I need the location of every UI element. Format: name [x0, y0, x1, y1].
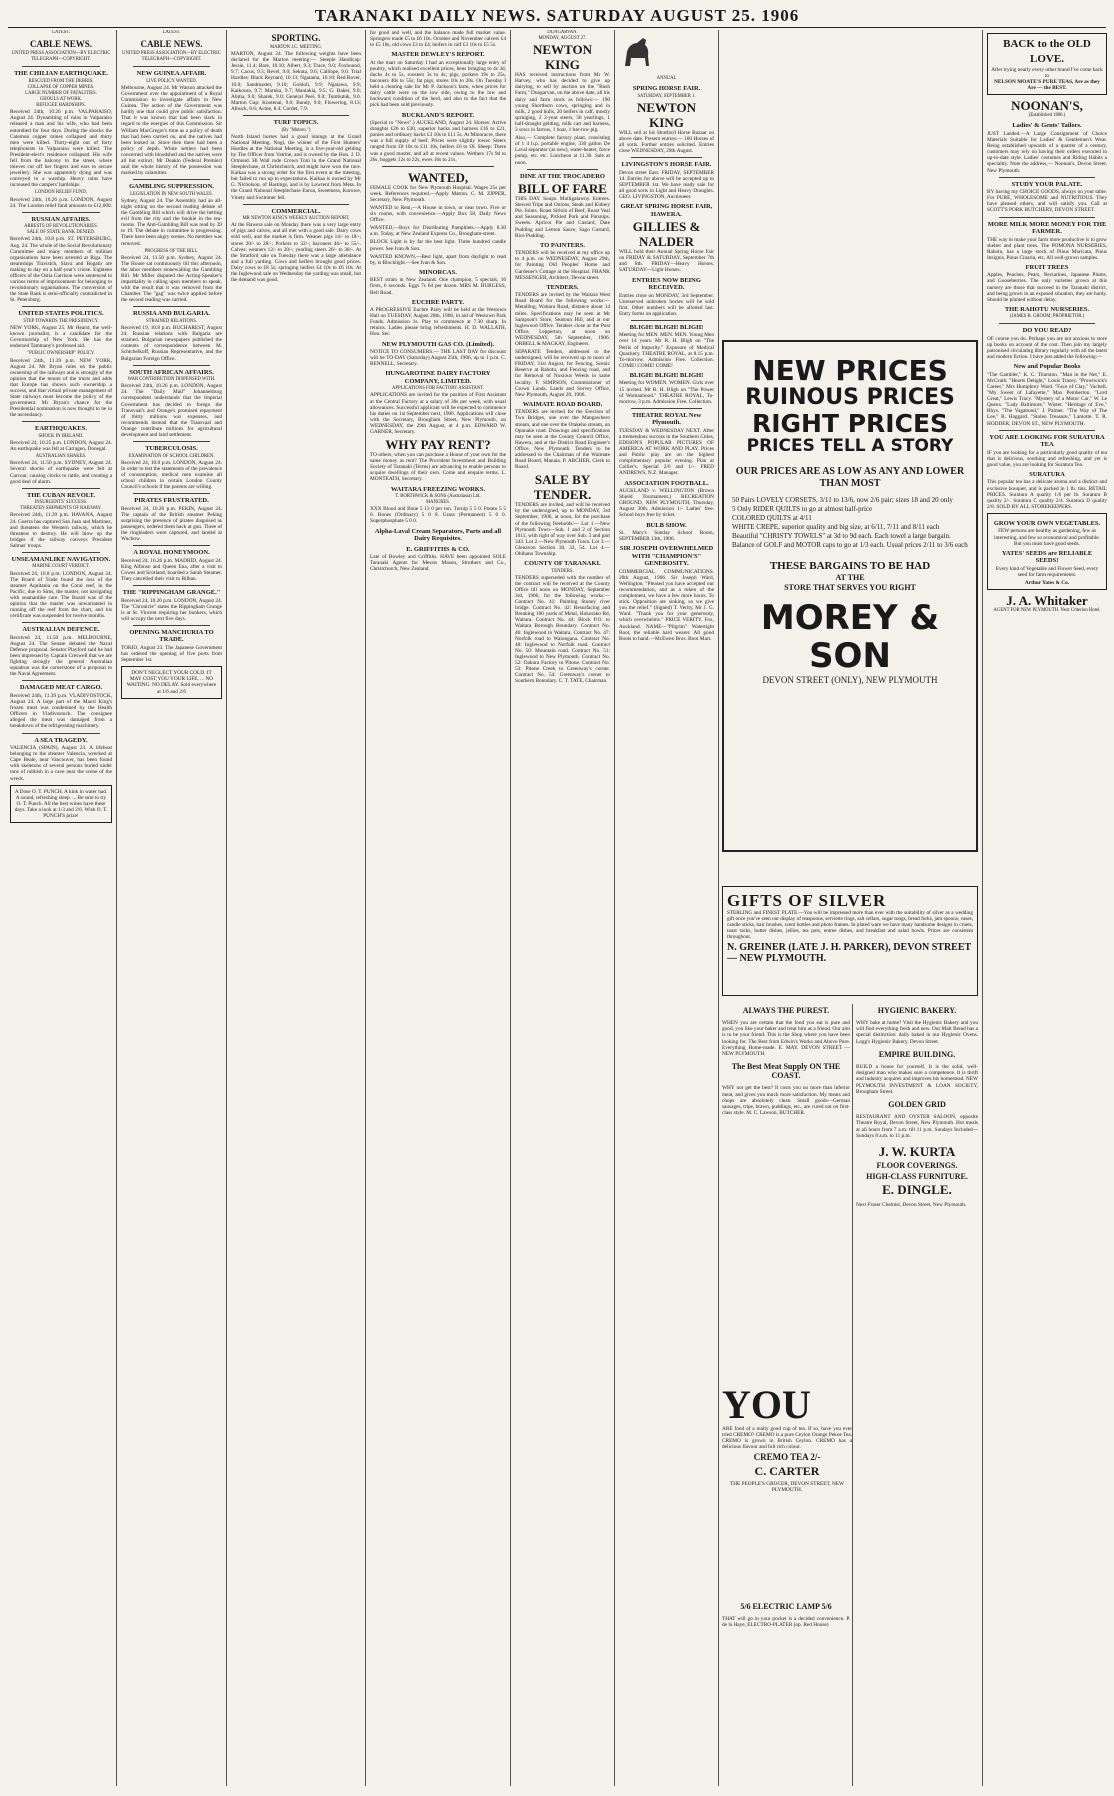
column-sporting [231, 30, 361, 1786]
classified-ad: Apples, Peaches, Pears, Nectarines, Japanese Plums, and Gooseberries. The only varieties grown at this nursery are those that succeed in the Taranaki district, and being grown in an exposed situation, they are hardy. Should be planted without delay. [987, 272, 1107, 303]
ad-body: FEW persons are healthy as gardening, few as interesting, and few so economical and profitable. But you must have good seeds. [994, 528, 1100, 547]
subheadline: APPLICATIONS FOR FACTORY ASSISTANT. [392, 386, 484, 392]
ad-heading: BILL OF FARE [518, 181, 607, 197]
nelson-moate-tea-ad [987, 33, 1107, 95]
classified-ad: TENDERS are invited by the Waitara West Road Board for the following works:— Metalling, Waitara Road, distance about 14 miles. Specifications may be seen at Mr Sampson's Store, Seatoun Hill, and at our Inglewood Office. Tenders close at the Post Office, Lepperton, at noon on WEDNESDAY, 5th September, 1906. ORBELL & MACKAY, Engineers. [515, 292, 610, 347]
column-right-ads [987, 30, 1107, 1786]
subheadline: GHOULS AT WORK. [39, 97, 83, 103]
subheadline: (Established 1880.) [1028, 113, 1066, 119]
subheadline: COLLAPSE OF COPPER MINES. [27, 84, 95, 90]
headline: THE CHILIAN EARTHQUAKE. [14, 70, 108, 78]
headline: BLIGH! BLIGH! BLIGH! [629, 323, 704, 331]
classified-ad: FEMALE COOK for New Plymouth Hospital. Wages 25s per week. References required.—Apply Matron. C. M. ZIPPER, Secretary, New Plymouth. [370, 184, 506, 203]
divider [22, 680, 100, 681]
column-rule [718, 30, 719, 1786]
article-body: At the mart on Saturday I had an exceptionally large entry of poultry, which realised excellent prices, hens bringing to 4s 3d, ducks 4s to 5s, roosters 3s to 4s; pigs, porkers 19s to 25s, baconers 40s to 55s; fat pigs, stores 10s to 20s. On Tuesday I held a clearing sale for Mr P. Jackson's farm, when prices for dairy cattle were on the low side, owing to the low and backward condition of the herd, and also to the fact that the pick had been sold previously. [370, 59, 506, 109]
classified-ad: BUILD a house for yourself. It is the solid, well-designed man who makes sure a competence. It is thrift and industry acquires and improves his homestead. NEW PLYMOUTH INVESTMENT & LOAN SOCIETY, Brougham Street. [856, 1064, 978, 1095]
subheadline: MARTON J.C. MEETING. [270, 45, 322, 50]
divider [631, 157, 702, 158]
headline: BULB SHOW. [646, 521, 687, 529]
ad-kicker: ANNUAL [656, 76, 677, 82]
article-body: North Island horses had a good innings at the Grand National Meeting. Nogi, the winner of the First Hunters' Hurdles at the National Meeting, is a five-year-old gelding by The Officer from Vatrine, and is owned by the Hon. J. D. Ormond. Hi Wall rode Crown Tom in the Grand National Steeplechase, at Christchurch, and might have won the race. Kaikaa was a strong order for the first event at the meeting, but failed to run up to expectations. Kaikaa is owned by Mr G. Nicholson, of Hastings, and is by Lowrent from Meta. In the Grand National Steeplechase Euroa, Sweetness, Kuruwe, Vinety and Swimmer fell. [231, 133, 361, 201]
headline: STUDY YOUR PALATE. [1011, 180, 1083, 188]
headline: WAIMATE ROAD BOARD. [522, 400, 603, 408]
ad-item: Balance of GOLF and MOTOR caps to go at 1/3 each. Usual prices 2/11 to 3/6 each [732, 541, 968, 549]
divider [133, 365, 210, 366]
ad-line: NEW PRICES [752, 354, 948, 387]
advertisement [121, 666, 222, 698]
subheadline: SALE OF STATE BANK DENIED. [27, 230, 95, 236]
advertisement [10, 785, 112, 823]
headline: ALWAYS THE PUREST. [742, 1006, 830, 1015]
ad-address: DEVON STREET (ONLY), NEW PLYMOUTH [762, 675, 938, 685]
classified-ad: TENDERS are invited for the Erection of Two Bridges, one over the Mangawhero stream, and one over the Otakeho stream, on Opunake road. Drawings and specifications may be seen at the County Council Office, Hawera, and at the District Road Engineer's Office, New Plymouth. Tenders to be addressed to the Chairman of the Waimate Road Board, Manaia. P. ARCHER, Clerk to Board. [515, 409, 610, 471]
kicker: LATEST. [52, 30, 70, 35]
headline: SURATURA [1029, 470, 1065, 478]
kicker: LATEST. [162, 30, 181, 35]
subheadline: STEP TOWARDS THE PRESIDENCY. [23, 318, 99, 324]
ad-heading: GIFTS OF SILVER [727, 891, 887, 910]
ad-text: DON'T NEGLECT YOUR COLD. IT MAY COST YOU YOUR LIFE. ... NO WAITING. NO DELAY. Sold everywhere at 1/6 and 2/6 [126, 670, 217, 695]
subheadline: WAR CONTRIBUTION DISPENSED WITH. [127, 377, 216, 383]
subheadline: MR NEWTON KING'S WEEKLY AUCTION REPORT. [242, 216, 350, 222]
headline: THE RAHOTU NURSERIES. [1004, 305, 1090, 313]
headline: HUNGAROTINE DAIRY FACTORY COMPANY, LIMITED. [385, 370, 491, 385]
classified-ad: BLOCK Light is by far the best light. Three hundred candle power. See Ivan & Son. [370, 239, 506, 252]
divider [243, 115, 349, 116]
subheadline: MANURES. [425, 500, 451, 506]
headline: OPENING MANCHURIA TO TRADE. [129, 628, 214, 644]
article-body: Received 24, 10.26 p.m. PEKIN, August 24. The captain of the British steamer Peking surprising the presence of pirates disguised as passengers, ordered them back at gun. Three of the ringleaders were captured, and landed at Wuchow. [121, 505, 222, 543]
classified-ad: Meeting for MEN. MEN. MEN. Young Men over 14 years. Mr R. H. Bligh on "The Perils of Impurity." Exposure of Medical Quackery. THEATRE ROYAL, at 8.15 p.m. To-morrow. Admission Free. Collection. COME! COME! COME! [619, 332, 714, 369]
divider [133, 179, 210, 180]
subheadline: SHOCK IN IRELAND. [38, 433, 84, 439]
ad-footer: N. GREINER (LATE J. H. PARKER), DEVON STREET — NEW PLYMOUTH. [727, 942, 971, 964]
headline: BLIGH! BLIGH! BLIGH! [629, 371, 704, 379]
headline: RUSSIAN AFFAIRS. [31, 215, 91, 223]
classified-ad: THIS DAY. Soups. Mulligatawny. Entrees. Stewed Tripe and Onions, Steak and Kidney Pie. Joints. Roast Sirloin of Beef, Roast Veal and Seasoning, Pickled Pork and Parsnips. Sweets. Apricot Pie and Custard, Date Pudding and Lemon Sauce, Sago Custard, Rice Pudding. [515, 196, 610, 239]
headline: AUSTRALIAN DEFENCE. [22, 626, 100, 634]
headline: THE "RIPPINGHAM GRANGE." [122, 589, 221, 597]
classified-ad: Also,— Complete factory plant, consisting of 1 4 h.p. portable engine, 330 gallon De Laval separator (as new), water-heater, force pump, etc. etc. Luncheon at 11.30. Sale at noon. [515, 135, 610, 166]
ad-item-list [732, 496, 968, 550]
classified-ad: St. Mary's Sunday School Room, SEPTEMBER 13th, 1906. [619, 530, 714, 543]
classified-ad: TUESDAY & WEDNESDAY NEXT. After a tremendous success in the Southern Cities, EDISON'S POPULAR PICTURES OF AMERICA AT WORK AND PLAY. Prices and Public play are on the highest complimentary popular evening. Plan at Collier's. Special 2/6 and 1/-. FRED ANDREWS, N.Z. Manager. [619, 427, 714, 477]
headline: GOLDEN GRID [888, 1100, 946, 1110]
ad-brand: C. CARTER [754, 1464, 820, 1479]
date-line: SATURDAY, SEPTEMBER 1. [637, 93, 696, 99]
article-body: Received 24th, 10.26 p.m. LONDON, August 24. The "Daily Mail" Johannesburg correspondent understands that the Imperial Government has decided to forego the Transvaal's and Orange's promised repayment of thirty millions war expenses, and recommends instead that the Transvaal and Orange contribute millions for agricultural development and land settlement. [121, 383, 222, 438]
subheadline: LIVE POLICY WANTED. [146, 78, 197, 84]
section-title: CABLE NEWS. [140, 39, 203, 50]
subheadline: T. BORTHWICK & SONS (Australasia) Ltd. [395, 494, 481, 500]
divider [133, 493, 210, 494]
ad-body: ARE fond of a really good cup of tea. If so, have you ever tried CREMO? CREMO is a pure Ceylon Orange Pekoe Tea. CREMO is grown in British Ceylon. CREMO has a delicious flavour and full rich colour. [722, 1426, 852, 1451]
column-cable-news-1 [10, 30, 112, 1786]
headline: SOUTH AFRICAN AFFAIRS. [129, 368, 214, 376]
headline: DAMAGED MEAT CARGO. [19, 684, 103, 692]
subheadline: LARGE NUMBER OF FATALITIES. [25, 90, 97, 96]
divider [631, 320, 702, 321]
ad-heading: SALE BY TENDER. [533, 472, 592, 503]
ad-brand: NOONAN'S, [1011, 98, 1083, 114]
article-body: Melbourne, August 24. Mr Watson attacked the Government over the appointment of a Royal Commission to investigate affairs in New Guinea. The action of the Government was hardly one that could give public satisfaction. That it was known that had been slack in regard to the energies of this Commission. Sir William MacGregor's time as a policy of death that had been carried on, and the natives had been looked at. Since then there had been a policy of depth. White settlers had been concerned with bloodshed and the natives were all but extinct. Mr Deakin (Federal Premier) said the whole history of the possession was marked by calamities. [121, 84, 222, 177]
ad-address: AGENT FOR NEW PLYMOUTH. Next Criterion Hotel. [993, 607, 1101, 613]
lamp-advertisement [722, 1600, 850, 1786]
headline: THEATRE ROYAL New Plymouth. [631, 411, 702, 427]
classified-ad: APPLICATIONS are invited for the position of First Assistant at the Central Factory at a salary of 30s per week, with usual allowances. Successful applicant will be expected to commence his duties on 1st September next, 1906. Applications will close with the Secretary, Brougham Street, New Plymouth, on WEDNESDAY, the 29th August, at 4 p.m. EDWARD W. GARNER, Secretary. [370, 392, 506, 435]
ad-heading: WANTED, [407, 169, 469, 185]
yates-seeds-ad [987, 513, 1107, 590]
article-body: Received 24, 11.50 p.m. SYDNEY, August 24. Several shocks of earthquake were felt at Carcoar, causing clocks to rattle, and creating a good deal of alarm. [10, 460, 112, 485]
article-body: Received 24, 10.26 p.m. LONDON, August 24. The "Chronicle" states the Rippingham Grange is at St. Vincent requiring her bunkers, which will occupy the next five days. [121, 597, 222, 622]
divider [133, 545, 210, 546]
section-title: CABLE NEWS. [29, 39, 92, 50]
headline: YOU ARE LOOKING FOR SURATURA TEA [989, 433, 1105, 449]
divider [133, 585, 210, 586]
subheadline: (JAMES B. GROOM, PROPRIETOR.) [1009, 314, 1085, 320]
article-body: Received 24th, 11.39 p.m. NEW YORK, August 24. Mr Bryan rules on the public ownership of the railways and is strongly of the opinion that the tenure of the trusts and adds that Europe has shown such ownership a success, and that virtual private management of State railways must become the policy of the government. Mr Bryan's chance for the Presidential nomination is now thought to be in the ascendancy. [10, 357, 112, 419]
divider [22, 212, 100, 213]
divider [133, 306, 210, 307]
article-body: VALENCIA (SPAIN), August 23. A lifeboat belonging to the steamer Valencia, wrecked at Cape Beale, near Vancouver, has been found with skeletons of several persons buried under tons of rubbish in a cave near the scene of the wreck. [10, 745, 112, 782]
article-body: (Special to "News".) AUCKLAND, August 24. Horses: Active draughts £26 to £30, superior hacks and harness £16 to £21, ponies and ordinary hacks £3 10s to £11 5s. At Minoracre, there was a full supply of beef. Prices were slightly lower. Steers ranged from £8 10s to £11 10s, heifers £6 to £8. Sheep: There was a good muster, and all at recent values. Wethers 17s 9d to 26s, hoggets 12s to 22s, ewes 16s to 21s. [370, 120, 506, 163]
classified-ad: WANTED,—Boys for Distributing Pamphlets.—Apply 8.30 a.m. Today, at New Zealand Express Co., Brougham-street. [370, 225, 506, 238]
classified-ad: TENDERS will be received at my office up to 4 p.m. on WEDNESDAY, August 29th, for Painting Old Peoples' Home and Gardener's Cottage at the Hospital. FRANK MESSENGER, Architect, Devon street. [515, 250, 610, 281]
classified-ad: BY having my CHOICE GOODS, always on your table. For PURE, WHOLESOME and NUTRITIOUS. They have pleased others, and will satisfy you. Call at SCOTT'S PORK BUTCHERY, DEVON STREET. [987, 189, 1107, 214]
ad-brand: E. DINGLE. [882, 1182, 952, 1197]
lower-column-right [856, 1004, 978, 1786]
divider [133, 441, 210, 442]
headline: 5/6 ELECTRIC LAMP 5/6 [740, 1602, 832, 1611]
ad-text: A Dose O. T. PUNCH. A kink in water had. A sound, refreshing sleep. ... Be sure to try O. T. Punch. All the best wines have these days. Take a look at 1/3 and 2/6. Wish O. T. PUNCH'S prize! [14, 788, 108, 819]
byline: (By "Motoro.") [281, 127, 311, 133]
headline: TENDERS. [546, 283, 579, 291]
classified-ad: Entries close on MONDAY, 3rd September. Unreserved unbroken horses will be sold first. Other numbers will be allotted last. Entry forms on application. [619, 292, 714, 317]
subheadline: LEGISLATION IN NEW SOUTH WALES. [130, 191, 213, 197]
article-body: Received 19, 10.8 p.m. BUCHAREST, August 24. Russian relations with Bulgaria are strained. Bulgarian newspapers published the contents of correspondence between M. Schtchelkoff, Russian Representative, and the Bulgarian Foreign Office. [121, 325, 222, 362]
divider [22, 306, 100, 307]
divider [382, 166, 494, 167]
article-body: Received 24th, 11.39 p.m. VLADIVOSTOCK, August 24. A large part of the Maori King's frozen meat was condemned by the Health Officers in Vladivostock. The consignee alleged the meat was damaged from a breakdown of the refrigerating machinery. [10, 692, 112, 730]
divider [133, 625, 210, 626]
headline: COUNTY OF TARANAKI. [524, 560, 601, 568]
ad-line: THESE BARGAINS TO BE HAD [769, 560, 931, 572]
classified-ad: HAS received instructions from Mr W. Harvey, who has decided to give up dairying, to sell by auction on the "Bush Farm," Dungarvan, on the above date, all his dairy and farm stock as follows:— 190 young Shorthorn cows, springing and in milk, 2 good bulls, 20 heifers in calf, mostly springing, 2 2-year steers, 30 yearlings, 1 half-draught gelding, milk cart and harness, 3 sows in farrow, 1 boar, 1 bar-row pig. [515, 72, 610, 134]
cremo-tea-advertisement [722, 1384, 852, 1594]
divider [22, 622, 100, 623]
column-rule [365, 30, 366, 1786]
headline: NEW PLYMOUTH GAS CO. (Limited). [381, 340, 495, 348]
headline: GAMBLING SUPPRESSION. [129, 183, 214, 191]
classified-ad: IF you are looking for a particularly good quality of tea that is delicious, soothing and refreshing, and yet is good value, you are looking for Suratura Tea. [987, 449, 1107, 468]
divider [22, 66, 100, 67]
classified-ad: A PROGRESSIVE Euchre Party will be held at the Westown Hall on TUESDAY, August 28th, 1906, in aid of Westown Park Funds. Admission 1s. Play to commence at 7.30 sharp. In returns. Ladies please bring refreshments. H. D. WALLATH, Hon. Sec. [370, 307, 506, 338]
classified-ad: RESTAURANT AND OYSTER SALOON, opposite Theatre Royal, Devon Street, New Plymouth. Hot meals at all hours from 7 a.m. till 11 p.m. Sundays Included—Sundays 8 a.m. to 11 p.m. [856, 1114, 978, 1139]
article-body: MARTON, August 24. The following weights have been declared for the Marton meeting:— Steeple Handicap: Jessie, 11.4; Bare, 10.10; Albert, 9.3; Trace, 9.0; Foxhound, 9.7; Cacus, 9.3; Revel, 9.0; Sekuta, 9.6; Calliope, 9.0. Trial Hurdles: Black Reynard, 10.13; Ngatama, 10.10; Red Rover, 10.0; Sandmaster, 9.10; Goldoli, 9.9; Ngaiawa, 9.9; Kaikoura, 9.7; Maruka, 9.7; Maniakia, 9.5; G. Baker, 9.0; Abitia, 9.0; Sharek, 9.0; General Peel, 9.0; Tumbutuk, 9.0. Marton Cup: Kootenai, 9.0; Bandy, 9.0; Flowerlog, 8.13; Albuck, 8.6; Acme, 8.4; Cordet, 7.9. [231, 51, 361, 112]
section-subtitle: UNITED PRESS ASSOCIATION—BY ELECTRIC TELEGRAPH—COPYRIGHT. [11, 51, 111, 63]
article-body: Received 24, 10.8 p.m. LONDON, August 24. The Board of Trade found the loss of the steamer Aquitania on the Coral reef, in the Pacific, due to Sims, the master, not navigating with seamanlike care. The Board was of the opinion that the master was unwarranted in running off the reef from the chart, and his certificate was suspended for twelve months. [10, 570, 112, 620]
classified-ad: COMMERCIAL COMMUNICATIONS. 20th August, 1906. Sir Joseph Ward, Wellington. "Pleased you have accepted our recommendation, and as a token of the complement, we have a few more hours. To stick. Opposition are sinking, so we give you the relief." (Signed) T. Verity, Mr J. G. Ward. "Thank you for your generosity, which overwhelms." PRICE VERITY, Fox, Auckland. NAME—"Pilgrim" Watertight Boot, the reliable hard wearer. All good Boots to hand.—McEwen Bros. Boot Mart. [619, 568, 714, 642]
headline: MORE MILK MORE MONEY FOR THE FARMER. [987, 220, 1107, 235]
classified-ad: WILL sell at his Stratford Horse Bazaar on above date. Present entries:— 100 Horses of all sorts. Further entries solicited. Entries close WEDNESDAY, 29th August. [619, 129, 714, 155]
classified-ad: JUST Landed.—A Large Consignment of Choice Materials Suitable for Ladies' & Gentlemen's Wear. Being established upwards of a quarter of a century, customers may rely on having their orders executed in up-to-date style. Ladies' costumes and Riding Habits a speciality. Note the address,— Noonan's, Devon Street, New Plymouth. [987, 130, 1107, 174]
classified-ad: WHY bake at home? Visit the Hygienic Bakery and you will find everything fresh and new. Our Malt Bread has a special distinction: daily baked in our Hygienic Ovens. Logg's Hygienic Bakery, Devon Street. [856, 1020, 978, 1045]
headline: RUSSIA AND BULGARIA. [132, 310, 211, 318]
headline: YATES' SEEDS are RELIABLE SEEDS! [1001, 549, 1093, 565]
column-rule [510, 30, 511, 1786]
classified-ad: THAT will go in your pocket is a decided convenience. P. de la Haye, ELECTRO-PLATER (op. Red House) [722, 1616, 850, 1629]
classified-ad: TENDERS superseded with the number of the contract will be received at the County Office till noon on MONDAY, September 3rd, 1906, for the following works:— Contract No. 41: Painting Stoney river bridge. Contract No. 42: Resurfacing and Breaking 100 yards of Metal, Hokorako Rd, Waitara. Contract No. 44: Block P.O. to Waitara Borough Boundary. Contract No. 46: Inglewood to Waitara. Contract No. 47: Norfolk road to Waiongana. Contract No. 48: Inglewood to Norfolk road. Contract No. 50: Mountain road. Contract No. 51: Inglewood to New Plymouth. Contract No. 52: Oakura Factory to Pitone. Contract No. 53: Pitone Creek to Greenway's corner. Contract No. 54: Greenway's corner to Southern Boundary. C. T. TATE, Chairman. [515, 574, 610, 685]
headline: BUCKLAND'S REPORT. [401, 111, 475, 119]
headline: Ladies' & Gents' Tailors. [1012, 122, 1082, 130]
headline: LIVINGSTON'S HORSE FAIR. [621, 161, 712, 169]
subheadline: LONDON RELIEF FUND. [35, 190, 87, 196]
column-auctions-tenders [515, 30, 610, 1786]
horse-illustration [619, 32, 655, 72]
headline: HYGIENIC BAKERY. [877, 1006, 957, 1015]
classified-ad: TENDERS are invited, and will be received by the undersigned, up to MONDAY, 3rd September, 1906, at noon, for the purchase of the following freeholds:— Lot 1.—New Plymouth Town—Sub. 1 and 2 of Section 1011, with right of way over Sub. 3 and part 343. Lot 2.—New Plymouth Town. Lot 3.—Glenavon Section 30, 33, 54. Lot 4.—Ohibano Township. [515, 502, 610, 557]
headline: DINE AT THE TROCADERO [520, 172, 605, 180]
headline: SPRING HORSE FAIR. [632, 85, 701, 93]
section-title: SPORTING. [271, 33, 321, 43]
classified-ad: WHY not get the best? It costs you no more than inferior meat, and gives you much more satisfaction. My meats and chops are absolutely clean. Small goods—German sausages, tripe, brawn, puddings, etc., are cured out on first-class style. M. C. Lawson, BUTCHER. [722, 1085, 850, 1116]
column-rule [226, 30, 227, 1786]
headline: WAITARA FREEZING WORKS. [390, 485, 486, 493]
gifts-of-silver-advertisement [722, 886, 978, 996]
headline: GROW YOUR OWN VEGETABLES. [993, 519, 1101, 527]
divider [22, 552, 100, 553]
headline: The Best Meat Supply ON THE COAST. [731, 1062, 841, 1081]
headline: New and Popular Books [1013, 363, 1081, 371]
subheadline: MARINE COURT VERDICT. [32, 564, 90, 570]
article-body: Received 24th, 11.39 p.m. HAVANA, August 24. Guerra has captured San Juan and Martinez, and threatens the Western railway, which he threatens to destroy. He will blow up the bridges if the railway conveys President Salmas' troops. [10, 512, 112, 549]
headline: A SEA TRAGEDY. [34, 736, 88, 744]
ad-line: CREMO TEA 2/- [753, 1452, 821, 1463]
divider [22, 488, 100, 489]
headline: THE CUBAN REVOLT. [27, 491, 95, 499]
article-body: Received 24th, 10.26 p.m. VALPARAISO, August 24. Dynamiting of ruins in Valparaiso released a man and his wife, who had been entombed for four days. During the shocks the Catemon copper mines collapsed and thirty men were killed. Thirty-eight out of forty telephonists in Valparaiso were killed. The President-elect's residence collapsed. His wife fell from the balcony to the street, where thieves cut off her fingers and ears to secure jewellery. She was apparently dying and was conveyed to a warship. Heavy rains have increased the campers' hardships. [10, 109, 112, 189]
ad-body: Every kind of Vegetable and Flower Seed, every seed for farm requirements. [995, 565, 1099, 578]
morey-and-son-advertisement [722, 340, 978, 852]
article-body: Received 24, 11.50 p.m. MELBOURNE, August 24. The Senate debated the Naval Defence proposal. Senator Playford said he had been impressed by Captain Creswell that we are fighting strongly the general Australian squadron was the cornerstone of a proposal to the Naval Agreement. [10, 634, 112, 678]
headline: MINORCAS. [419, 268, 457, 276]
ad-heading: GILLIES & NALDER [632, 219, 701, 250]
column-fairs-notices [619, 30, 714, 1786]
classified-ad: WANTED KNOWN,—Best light, apart from daylight to read by, is Blocklight.—See Ivan & Son. [370, 253, 506, 266]
headline: UNITED STATES POLITICS. [18, 310, 104, 318]
divider [631, 408, 702, 409]
headline: TUBERCULOSIS. [145, 445, 198, 453]
divider [22, 421, 100, 422]
classified-ad: XXX Blood and Bone 5 13 0 per ton. Turnip 5 5 0. Potato 5 5 0. Bones (Ordinary) 5 0 0. Grass (Permanent) 5 0 0. Superphosphate 5 0 0. [370, 506, 506, 525]
masthead: TARANAKI DAILY NEWS. SATURDAY AUGUST 25. 1906 [314, 6, 800, 25]
ad-line: STORE THAT SERVES YOU RIGHT [784, 583, 916, 592]
article-body: Received 24, 10.26 p.m. MADRID, August 24. King Alfonso and Queen Ena, after a visit to Cowes and Scotland, boarded a Sarah Steamer. They cancelled their visit to Bilbao. [121, 557, 222, 582]
subheadline: AUSTRALIAN SHAKES. [35, 454, 87, 460]
ad-line: RIGHT PRICES [751, 409, 949, 438]
divider [999, 323, 1095, 324]
subheadline: INSURGENTS' SUCCESS. [34, 500, 88, 506]
headline: ASSOCIATION FOOTBALL. [624, 479, 709, 487]
headline: PIRATES FRUSTRATED. [134, 497, 209, 505]
headline: TURF TOPICS. [273, 119, 319, 127]
ad-item: Beautiful "CHRISTY TOWELS" at 3d to 9d each. Each towel a large bargain. [732, 532, 951, 540]
ad-heading: WHY PAY RENT? [385, 437, 491, 453]
column-rule [982, 30, 983, 1786]
ad-brand: MOREY & SON [760, 598, 940, 676]
article-body: Received 24, 11.50 p.m. Sydney, August 24. The House sat continuously till this afternoon, the labor members stonewalling the Gambling Bill. Mr Miller disputed the Acting-Speaker's impartiality in calling upon members to speak, with the result that it was removed from the Chamber. The "gag" was twice applied before the second reading was carried. [121, 254, 222, 304]
headline: A ROYAL HONEYMOON. [133, 549, 210, 557]
article-body: Received 24th, 10.8 p.m. ST. PETERSBURG, Aug. 24. The whole of the Social Revolutionary Committee and many members of militant organisations have been arrested at Riga. The steamships Travistch, Slava and Bogatir are making to day on a half-year's cruise. Eighteen officers of the Ostia Garrison were sentenced to various terms of imprisonment for belonging to revolutionary organisations. The conversion of the State Bank is semi-officially contradicted in St. Petersburg. [10, 236, 112, 304]
divider [243, 204, 349, 205]
classified-ad: Devon street East. FRIDAY, SEPTEMBER 14. Entries for above will be accepted up to SEPTEMBER 1st. We have ready sale for all good sorts in Light and Heavy Draughts. GEO. LIVINGSTON, Auctioneer. [619, 169, 714, 201]
article-body: TOKIO, August 23. The Japanese Government has ordered the opening of five ports from September 1st. [121, 644, 222, 664]
ad-brand: NELSON MOATE'S PURE TEAS, Are as they Are — the BEST. [994, 79, 1100, 92]
divider [999, 177, 1095, 178]
auctioneer-name: NEWTON KING [533, 42, 592, 73]
headline: EUCHRE PARTY. [411, 298, 465, 306]
ad-heading: YOU [722, 1384, 811, 1427]
ad-item: WHITE CREPE, superior quality and big size, at 6/11, 7/11 and 8/11 each [732, 523, 940, 531]
ad-line: OUR PRICES ARE AS LOW AS ANY AND LOWER THAN MOST [735, 466, 965, 489]
classified-ad: This popular tea has a delicate aroma and a distinct and exclusive bouquet, and is packed in 1 lb. tins. RETAIL PRICES. Suratura A quality 1/6 per lb. Suratura B quality 2/-. Suratura C quality 2/4. Suratura D quality 2/8. SOLD BY ALL STOREKEEPERS. [987, 479, 1107, 510]
subheadline: "PUBLIC OWNERSHIP" POLICY. [27, 351, 95, 357]
headline: TO PAINTERS. [540, 241, 585, 249]
headline: NEW GUINEA AFFAIR. [136, 70, 207, 78]
lower-column-left [722, 1004, 850, 1380]
headline: FLOOR COVERINGS. [876, 1161, 958, 1170]
article-body: NEW YORK, August 25. Mr Hearst, the well-known journalist, is a candidate for the Governorship of New York. He has the endorsed Tammany's professed aid. [10, 325, 112, 350]
ad-heading: BACK to the OLD LOVE. [1003, 38, 1091, 65]
headline: FRUIT TREES [1025, 263, 1069, 271]
headline: MASTER DEWLEY'S REPORT. [391, 51, 485, 59]
classified-ad: SEPARATE Tenders, addressed to the undersigned, will be received up to noon of FRIDAY, 31st August, for Fencing, Scenic Reserve at Rahotu, and Fencing road, and for Removal of Noxious Weeds in same locality. F. SIMPSON, Commissioner of Crown Lands. Lands and Survey Office, New Plymouth, August 20, 1906. [515, 349, 610, 398]
article-body: Received 24, 10.25 p.m. LONDON, August 24. An earthquake was felt at Carragen, Donegal. [10, 440, 112, 453]
column-rule [852, 1004, 853, 1786]
subheadline: ARRESTS OF REVOLUTIONARIES. [24, 224, 98, 230]
masthead-rule [8, 27, 1106, 28]
ad-brand: Arthur Yates & Co. [1024, 579, 1070, 586]
classified-ad: TO others, when you can purchase a House of your own for the same money as rent? The Provident Investment and Building Society of Taranaki (Terms) are advancing to enable persons to acquire dwellings of their own. Come and enquire terms. L. MONTEATH, Secretary. [370, 452, 506, 483]
divider [527, 169, 598, 170]
classified-ad: WANTED to Rent,—A House in town, or near town. Five or six rooms, with convenience.—Apply Box 58, Daily News Office. [370, 204, 506, 224]
headline: EARTHQUAKES. [35, 425, 87, 433]
column-reports [370, 30, 506, 1786]
headline: ENTRIES NOW BEING RECEIVED. [632, 276, 701, 291]
subheadline: EXAMINATION OF SCHOOL CHILDREN. [128, 453, 215, 459]
divider [133, 66, 210, 67]
ad-line: AT THE [835, 573, 865, 582]
divider [999, 217, 1095, 218]
ad-item: 50 Pairs LOVELY CORSETS, 3/11 to 13/6, now 2/6 pair; sizes 18 and 20 only [732, 496, 953, 504]
ad-line: PRICES TELL A STORY [746, 436, 954, 456]
ad-body: After trying nearly every other brand I've come back to [991, 67, 1103, 80]
ad-item: COLORED QUILTS at 4/11 [732, 514, 812, 522]
article-body: Received 24, 10.8 p.m. LONDON, August 24. In order to test the statements of the prevalence of consumption, medical men examine all school children in certain London County Council's schools if the parents are willing. [121, 459, 222, 491]
subheadline: TENDERS. [551, 568, 574, 574]
column-rule [116, 30, 117, 1786]
date-line: MONDAY, AUGUST 27. [538, 36, 587, 42]
divider [22, 733, 100, 734]
article-body: Sydney, August 24. The Assembly had an all-night sitting on the second reading debate of the Gambling Bill which will drive the betting evil from the city and the bookie in the tea-rooms. The Anti-Gambling Bill was read by 39 to 19. The debate in committee is progressing. There have been angry scenes. No member was removed. [121, 197, 222, 247]
column-cable-news-2 [121, 30, 222, 1786]
classified-ad: OF course you do. Perhaps you are not anxious to store up books on account of the cost. Then join my largely patronised circulating library regularly with all the latest and modern fiction. I have just added the following:— [987, 335, 1107, 361]
ad-brand: J. W. KURTA [878, 1144, 956, 1159]
subheadline: STRAINED RELATIONS. [145, 318, 198, 324]
divider [999, 430, 1095, 431]
ad-brand: J. A. Whitaker [1006, 592, 1088, 608]
article-body: Received 24th, 10.26 p.m. LONDON, August 24. The London relief fund amounts to £12,000. [10, 196, 112, 209]
classified-ad: WILL hold their Annual Spring Horse Fair on FRIDAY & SATURDAY, September 7th and 8th. FRIDAY—Heavy Horses. SATURDAY—Light Horses. [619, 249, 714, 274]
classified-ad: THE way to make your farm more productive is to grow shelter and plant trees. The POMONA NURSERIES, Rahotu, has a large stock of Pinus Muricata, Pinus Insignis, Pinus Cinaria, etc. All well-grown samples. [987, 236, 1107, 261]
subheadline: PROGRESS OF THE BILL. [144, 248, 199, 254]
ad-body: STERLING and FINEST PLATE.—You will be impressed more than ever with the suitability of silver as a wedding gift once you've seen our display of teaspoons, serviette rings, salt cellars, sugar tongs, bread forks, jam spoons, vases, candle sticks, hair brushes, scent bottles and photo frames. In plated ware we have many handsome designs in cruets, toast racks, butter dishes, jellies, tea pots, entree dishes, and breakfast and salad bowls. Prices are consistent throughout. [727, 910, 973, 940]
section-subtitle: UNITED PRESS ASSOCIATION—BY ELECTRIC TELEGRAPH—COPYRIGHT. [122, 51, 221, 63]
column-rule [614, 30, 615, 1786]
classified-ad: BEST strain in New Zealand. One champion, 5 specials, 16 firsts, 6 seconds. Eggs 7s 6d per dozen. MRS M. BURGESS, Bell Road. [370, 277, 506, 296]
headline: HIGH-CLASS FURNITURE. [866, 1172, 968, 1181]
ad-item: 5 Only RIDER QUILTS to go at almost half-price [732, 505, 873, 513]
subheadline: RESCUED FROM THE DEBRIS. [28, 78, 94, 84]
ad-line: RUINOUS PRICES [745, 385, 955, 410]
headline: E. GRIFFITHS & CO. [406, 545, 470, 553]
headline: EMPIRE BUILDING. [878, 1049, 956, 1059]
article-body: At the Hawera sale on Monday there was a very large entry of pigs and calves, and all met with a good sale. Dairy cows sold well, and the market is firm. Weaner pigs 14/- to 18/-; stores 20/- to 28/-; Porkers to 32/-; baconers 46/- to 55/-. Calves: weaners 12/- to 20/-; yearling steers 26/- to 38/-. At the Stratford sale on Tuesday there was a large attendance and a full yarding. Cows and heifers brought good prices. Dairy cows to £8 5s; springing heifers £4 10s to £6 10s. At the Inglewood sale on Wednesday the yarding was small, but the demand was good. [231, 222, 361, 284]
headline: DO YOU READ? [1022, 327, 1072, 335]
ad-address: THE PEOPLE'S GROCER, DEVON STREET, NEW PLYMOUTH. [730, 1481, 844, 1494]
classified-ad: NOTICE TO CONSUMERS.— THE LAST DAY for discount will be TO-DAY (Saturday) August 25th, 1906, up to 1 p.m. C. RENNELL, Secretary. [370, 349, 506, 368]
classified-ad: WHEN you are certain that the food you eat is pure and good, you like your baker and treat him as a friend. Our aim is to be your friend. This is the Shop where you have been looking for. The Best from Edwin's Works and Above Pure. Everything Home-made. E. MAY. DEVON STREET — NEW PLYMOUTH. [722, 1020, 850, 1057]
article-body: for good and well, and the balance made full market value. Springers made £5 to £6 10s. October and November calvers £4 to £5 10s, old cows £3 to £4, heifers in calf £3 10s to £5 5s. [370, 30, 506, 49]
headline: SIR JOSEPH OVERWHELMED WITH "CHAMPION'S" GENEROSITY. [619, 545, 714, 568]
headline: COMMERCIAL. [271, 207, 321, 215]
headline: UNSEAMANLIKE NAVIGATION. [11, 555, 111, 563]
kicker: DUNGARVAN. [547, 30, 578, 35]
classified-ad: "The Gambler," K. C. Thurston. "Man in the Net," E. McGrath. "Hearts Delight," Louis Tracey. "Prowtwick's Career," Mrs Humphrey Ward. "Face of Clay," Vachell. "My Sweet of Lafayette," Max Pemberton. "Lord Great," Lewis Tracy. "Mystery of a Motor Car," W. Le Queux. "Lady Baltimore," Wister. "Heritage of Eve," Rhys. "The Vagabond," J. Palmer. "The Way of The Lee," R. Haggard. "Stolen Treasure," Lamotte. T. R. HODDER, DEVON ST., NEW PLYMOUTH. [987, 371, 1107, 427]
auctioneer-name: NEWTON KING [637, 99, 696, 130]
headline: GREAT SPRING HORSE FAIR, HAWERA. [620, 203, 713, 218]
classified-ad: Meeting for WOMEN. WOMEN. Girls over 15 invited. Mr R. H. Bligh on "The Power of Womanhood." THEATRE ROYAL, To-morrow, 3 p.m. Admission Free. Collection. [619, 380, 714, 405]
headline: Alpha-Laval Cream Separators, Parts and all Dairy Requisites. [374, 527, 502, 543]
classified-ad: AUCKLAND v. WELLINGTON (Brown Shield Tournament.) RECREATION GROUND, NEW PLYMOUTH, Thursday, August 30th. Admission 1/- Ladies' free. School boys free by ticket. [619, 488, 714, 519]
classified-ad: Late of Bowley and Griffiths. HAVE been appointed SOLE Taranaki Agents for Messrs Mason, Struthers and Co., Christchurch, New Zealand. [370, 554, 506, 573]
subheadline: REFUGEE HARDSHIPS. [36, 103, 86, 109]
subheadline: THREATEN SHIPMENTS OF RAILWAY. [20, 506, 102, 512]
classified-ad: Next Fraser Chemist, Devon Street, New Plymouth. [856, 1202, 967, 1209]
